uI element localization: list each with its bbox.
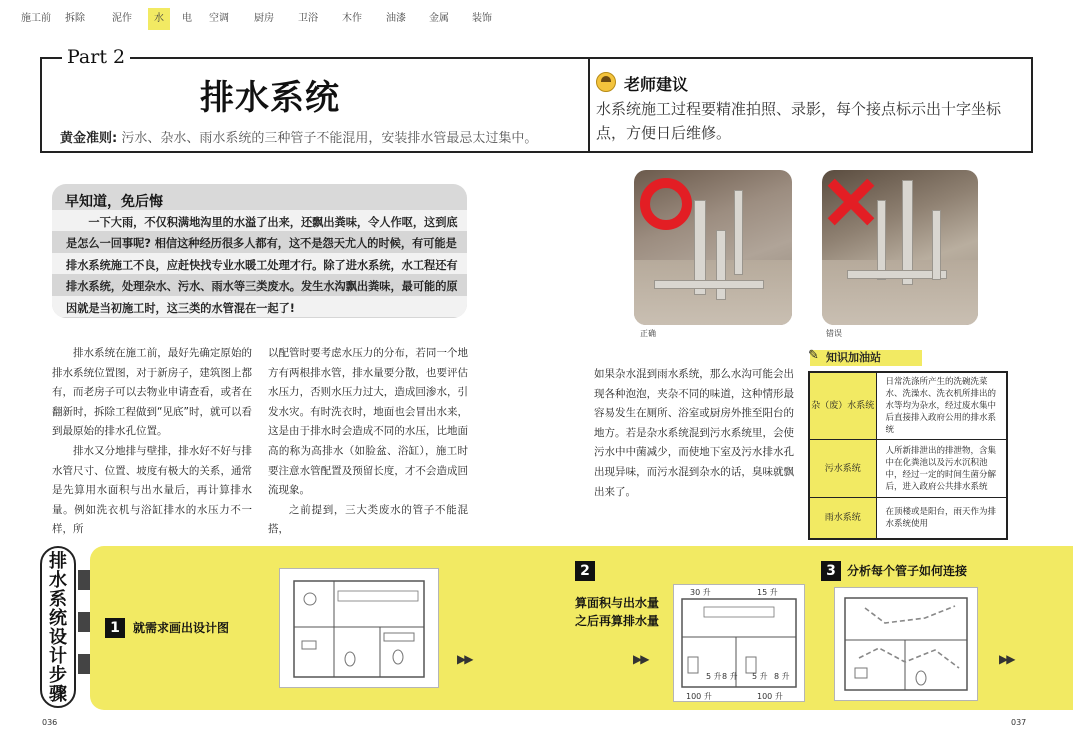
page-number-right: 037 — [1011, 718, 1027, 727]
body-paragraph: 排水又分地排与壁排，排水好不好与排水管尺寸、位置、坡度有极大的关系，通常是先算用水面积与出水量后，再计算排水量。例如洗衣机与浴缸排水的水压力不一样，所 — [52, 444, 252, 536]
knowledge-boost-label: 知识加油站 — [826, 351, 881, 364]
floor-plan-1 — [279, 568, 439, 688]
knowledge-term: 污水系统 — [809, 440, 876, 498]
floor-plan-3-drawing — [835, 588, 977, 700]
pencil-icon: ✎ — [808, 348, 819, 363]
table-row — [809, 440, 1007, 498]
plan-label: 5 升 — [752, 672, 768, 681]
body-paragraph: 排水系统在施工前，最好先确定原始的排水系统位置图，对于新房子，建筑图上都有，而老房子可以去物业申请查看，或者在翻新时，拆除工程做到“见底”时，就可以看到最原始的排水孔位置。 — [52, 347, 252, 438]
nav-item-masonry[interactable]: 泥作 — [112, 13, 132, 24]
step-3-text: 分析每个管子如何连接 — [847, 564, 968, 578]
plan-label: 100 升 — [757, 692, 783, 701]
knowledge-definition: 人所新排泄出的排泄物，含集中在化粪池以及污水沉积池中，经过一定的时间生菌分解后，进入政府公共排水系统 — [876, 440, 1007, 498]
golden-rule-label: 黄金准则: — [60, 131, 118, 146]
teacher-advice-title: 老师建议 — [624, 75, 689, 94]
step-arrow-icon: ▶▶ — [633, 652, 648, 666]
teacher-advice-text: 水系统施工过程要精准拍照、录影，每个接点标示出十字坐标点，方便日后维修。 — [596, 100, 1002, 142]
body-column-1 — [52, 344, 252, 540]
nav-item-paint[interactable]: 油漆 — [386, 13, 406, 24]
step-1-text: 就需求画出设计图 — [133, 621, 230, 635]
nav-item-woodwork[interactable]: 木作 — [342, 13, 362, 24]
step-2-number: 2 — [575, 561, 595, 581]
plan-label: 15 升 — [757, 588, 778, 597]
side-tab-marker — [78, 570, 90, 590]
body-paragraph: 如果杂水混到雨水系统，那么水沟可能会出现各种泡泡，夹杂不同的味道，这种情形最容易发生在厕所、浴室或厨房外推至阳台的地方。若是杂水系统混到污水系统里，会使污水中中菌减少，而使地下室及污水排水孔出现异味，而污水混到杂水的话，臭味就飘出来了。 — [594, 368, 794, 498]
knowledge-definition: 日常洗涤所产生的洗碗洗菜水、洗澡水、洗衣机所排出的水等均为杂水，经过废水集中后直接排入政府公用的排水系统 — [876, 372, 1007, 440]
knowledge-boost-title — [810, 350, 922, 366]
nav-item-electric[interactable]: 电 — [182, 13, 192, 24]
steps-side-text: 排水系统设计步骤 — [49, 551, 67, 705]
knowledge-term: 杂（废）水系统 — [809, 372, 876, 440]
correct-caption: 正确 — [640, 329, 656, 338]
golden-rule-text: 污水、杂水、雨水系统的三种管子不能混用，安装排水管最忌太过集中。 — [121, 131, 538, 146]
body-paragraph: 以配管时要考虑水压力的分布，若同一个地方有两根排水管，排水量要分散，也要评估水压力，否则水压力过大，造成回渗水，引发水灾。有时洗衣时，地面也会冒出水来，这是由于排水时会造成不同的水压，比地面高的称为高排水（如脸盆、浴缸），施工时要注意水管配置及预留长度，才不会造成回流现象。 — [268, 347, 468, 497]
side-tab-marker — [78, 612, 90, 632]
step-2-text — [575, 594, 659, 630]
golden-rule — [60, 127, 537, 146]
header-divider — [588, 59, 590, 151]
knowledge-table — [808, 371, 1008, 540]
body-column-3 — [594, 365, 794, 502]
plan-label: 5 升 — [706, 672, 722, 681]
body-column-2 — [268, 344, 468, 540]
side-tab-marker — [78, 654, 90, 674]
knowledge-definition: 在顶楼或是阳台，雨天作为排水系统使用 — [876, 498, 1007, 539]
nav-item-decoration[interactable]: 装饰 — [472, 13, 492, 24]
table-row — [809, 498, 1007, 539]
step-arrow-icon: ▶▶ — [457, 652, 472, 666]
step-3-number: 3 — [821, 561, 841, 581]
plan-label: 100 升 — [686, 692, 712, 701]
plan-label: 30 升 — [690, 588, 711, 597]
floor-plan-1-drawing — [280, 569, 438, 687]
know-early-text: 一下大雨，不仅积满地沟里的水溢了出来，还飘出粪味，令人作呕，这到底是怎么一回事呢? 相信这种经历很多人都有，这不是怨天尤人的时候，有可能是排水系统施工不良，应赶快找专业水暖工处理才行。除了进水系统，水工程还有排水系统，处理杂水、污水、雨水等三类废水。发生水沟飘出粪味，最可能的原因就是当初施工时，这三类的水管混在一起了! — [66, 216, 458, 315]
step-2-text-line-1: 算面积与出水量 — [575, 596, 660, 610]
page-title: 排水系统 — [200, 78, 340, 118]
know-early-title: 早知道，免后悔 — [65, 194, 163, 210]
table-row — [809, 372, 1007, 440]
step-arrow-icon: ▶▶ — [999, 652, 1014, 666]
top-navigation — [0, 8, 1073, 30]
floor-plan-2 — [673, 584, 805, 702]
teacher-avatar-icon — [596, 72, 616, 92]
plan-label: 8 升 — [774, 672, 790, 681]
nav-item-before-construction[interactable]: 施工前 — [21, 13, 51, 24]
nav-item-demolition[interactable]: 拆除 — [65, 13, 85, 24]
step-2-text-line-2: 之后再算排水量 — [575, 614, 660, 628]
nav-item-aircon[interactable]: 空调 — [209, 13, 229, 24]
wrong-cross-icon — [826, 178, 874, 226]
wrong-caption: 错误 — [826, 329, 842, 338]
knowledge-term: 雨水系统 — [809, 498, 876, 539]
step-1-number: 1 — [105, 618, 125, 638]
nav-item-bathroom[interactable]: 卫浴 — [298, 13, 318, 24]
plan-label: 8 升 — [722, 672, 738, 681]
nav-item-kitchen[interactable]: 厨房 — [254, 13, 274, 24]
nav-item-metal[interactable]: 金属 — [429, 13, 449, 24]
part-label: Part 2 — [63, 46, 129, 68]
body-paragraph: 之前提到，三大类废水的管子不能混搭， — [268, 503, 468, 536]
header-top-border — [40, 57, 1033, 59]
floor-plan-2-drawing — [674, 585, 804, 701]
correct-circle-icon — [640, 178, 692, 230]
page-number-left: 036 — [42, 718, 58, 727]
nav-item-water[interactable]: 水 — [148, 8, 170, 30]
floor-plan-3 — [834, 587, 978, 701]
